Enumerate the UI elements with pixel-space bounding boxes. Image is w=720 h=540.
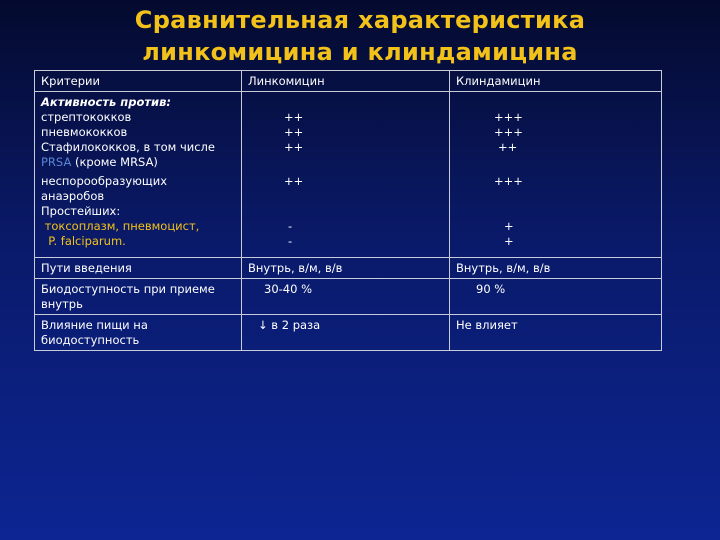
header-lincomycin: Линкомицин xyxy=(242,71,450,92)
lincomycin-pf: - xyxy=(288,234,293,248)
table-row-activity xyxy=(35,92,662,258)
activity-clindamycin-cell xyxy=(450,92,662,258)
food-criterion: Влияние пищи на биодоступность xyxy=(35,315,242,351)
route-criterion: Пути введения xyxy=(35,258,242,279)
criterion-pf: P. falciparum. xyxy=(41,234,126,248)
prsa-label: PRSA xyxy=(41,155,72,169)
criterion-anaer-2: анаэробов xyxy=(41,189,105,203)
mrsa-label: (кроме MRSA) xyxy=(71,155,158,169)
activity-lincomycin-cell xyxy=(242,92,450,258)
food-lincomycin: ↓ в 2 раза xyxy=(242,315,450,351)
title-line-1: Сравнительная характеристика xyxy=(134,6,586,34)
comparison-table xyxy=(34,70,662,351)
criterion-toxo: токсоплазм, пневмоцист, xyxy=(41,219,200,233)
lincomycin-strep: ++ xyxy=(284,110,304,124)
lincomycin-toxo: - xyxy=(288,219,293,233)
clindamycin-pf: + xyxy=(504,234,514,248)
lincomycin-staph: ++ xyxy=(284,140,304,154)
bioavailability-criterion: Биодоступность при приеме внутрь xyxy=(35,279,242,315)
lincomycin-anaer: ++ xyxy=(284,174,304,188)
slide-title xyxy=(0,4,720,68)
clindamycin-pneumo: +++ xyxy=(494,125,523,139)
clindamycin-anaer: +++ xyxy=(494,174,523,188)
table-row xyxy=(35,315,662,351)
table-header-row xyxy=(35,71,662,92)
lincomycin-pneumo: ++ xyxy=(284,125,304,139)
table-row xyxy=(35,258,662,279)
food-clindamycin: Не влияет xyxy=(450,315,662,351)
activity-criteria-cell xyxy=(35,92,242,258)
criterion-strep: стрептококков xyxy=(41,110,132,124)
title-line-2: линкомицина и клиндамицина xyxy=(142,38,578,66)
bioavailability-lincomycin: 30-40 % xyxy=(242,279,450,315)
activity-heading: Активность против: xyxy=(41,95,171,109)
header-clindamycin: Клиндамицин xyxy=(450,71,662,92)
header-criteria: Критерии xyxy=(35,71,242,92)
table-row xyxy=(35,279,662,315)
criterion-staph: Стафилококков, в том числе xyxy=(41,140,215,154)
clindamycin-toxo: + xyxy=(504,219,514,233)
bioavailability-clindamycin: 90 % xyxy=(450,279,662,315)
criterion-anaer-1: неспорообразующих xyxy=(41,174,167,188)
route-clindamycin: Внутрь, в/м, в/в xyxy=(450,258,662,279)
criterion-prsa-line xyxy=(41,155,235,170)
clindamycin-staph: ++ xyxy=(498,140,518,154)
criterion-pneumo: пневмококков xyxy=(41,125,128,139)
criterion-protozoa: Простейших: xyxy=(41,204,121,218)
clindamycin-strep: +++ xyxy=(494,110,523,124)
route-lincomycin: Внутрь, в/м, в/в xyxy=(242,258,450,279)
